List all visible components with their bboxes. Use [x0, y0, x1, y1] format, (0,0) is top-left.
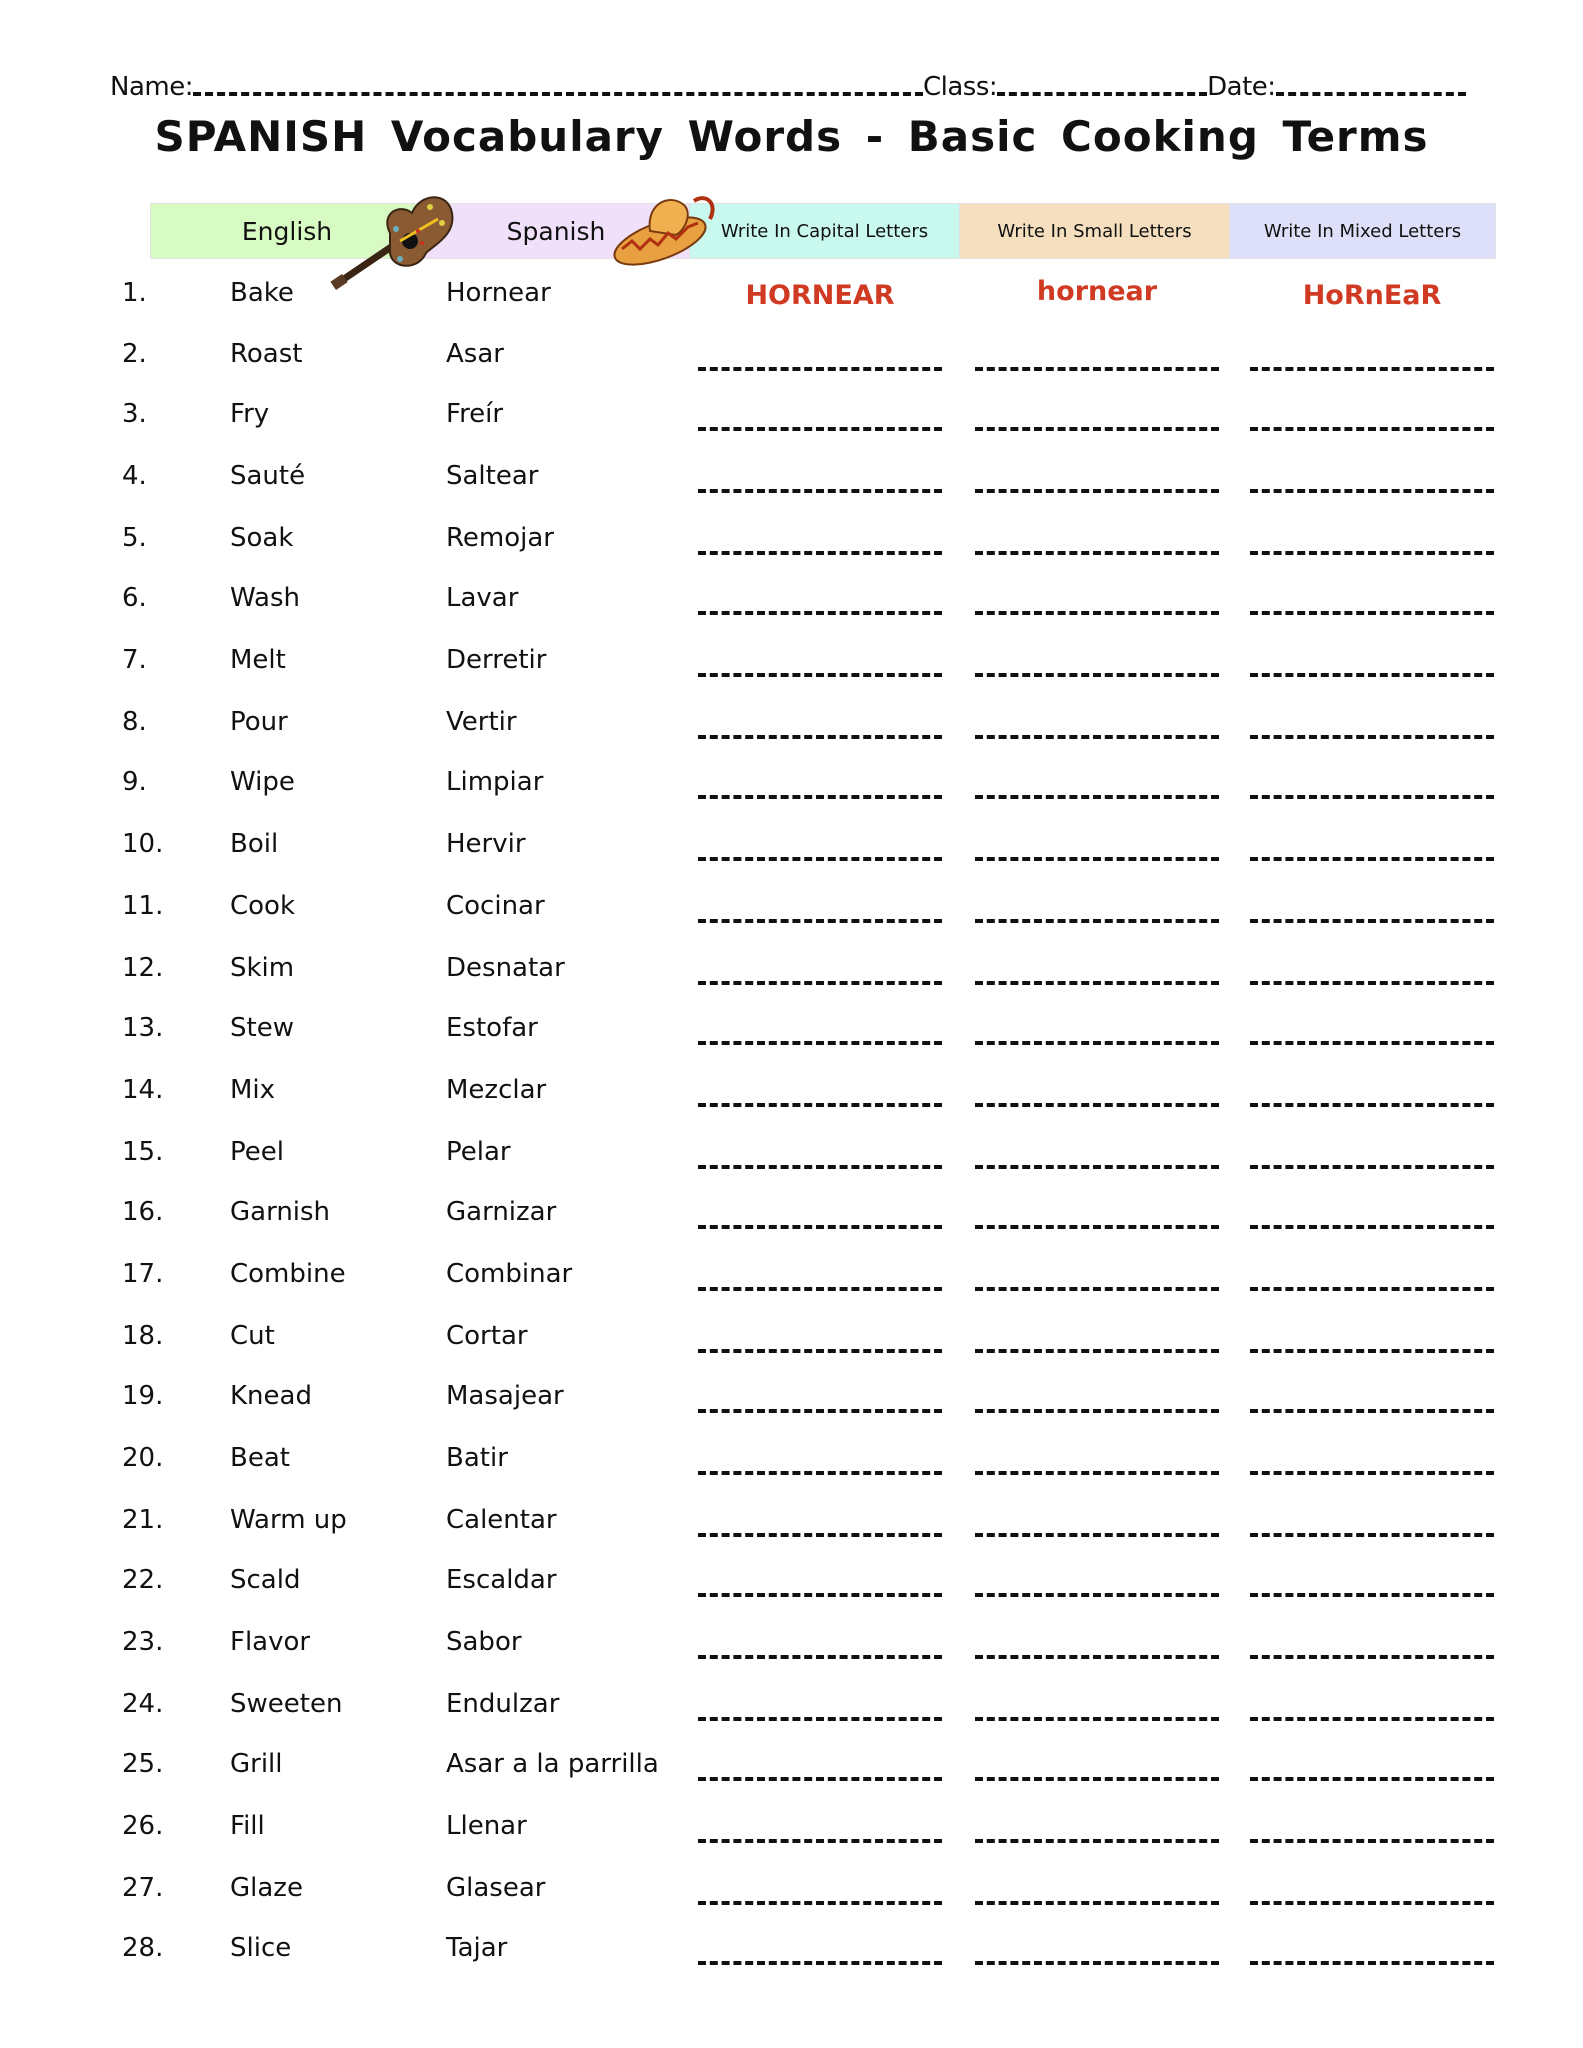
row-number: 10.	[122, 829, 164, 859]
spanish-word: Derretir	[446, 645, 547, 675]
table-row	[0, 523, 1583, 563]
class-field[interactable]	[997, 92, 1207, 96]
small-answer-blank[interactable]	[975, 1777, 1219, 1781]
row-number: 28.	[122, 1933, 164, 1963]
small-answer-blank[interactable]	[975, 1961, 1219, 1965]
capital-answer-blank[interactable]	[698, 1593, 942, 1597]
english-word: Flavor	[230, 1627, 311, 1657]
table-row	[0, 583, 1583, 623]
small-answer-blank[interactable]	[975, 1349, 1219, 1353]
capital-answer-blank[interactable]	[698, 611, 942, 615]
mixed-answer-blank[interactable]	[1250, 735, 1494, 739]
spanish-word: Garnizar	[446, 1197, 557, 1227]
table-row	[0, 399, 1583, 439]
row-number: 18.	[122, 1321, 164, 1351]
column-header-small: Write In Small Letters	[959, 204, 1229, 258]
english-word: Slice	[230, 1933, 292, 1963]
mixed-answer-blank[interactable]	[1250, 1349, 1494, 1353]
column-header-spanish: Spanish	[423, 204, 689, 258]
capital-answer-blank[interactable]	[698, 1287, 942, 1291]
capital-answer-blank[interactable]	[698, 551, 942, 555]
row-number: 1.	[122, 278, 147, 308]
sombrero-icon	[610, 183, 720, 268]
row-number: 14.	[122, 1075, 164, 1105]
small-answer-blank[interactable]	[975, 1225, 1219, 1229]
spanish-word: Endulzar	[446, 1689, 560, 1719]
table-row	[0, 953, 1583, 993]
capital-answer-blank[interactable]	[698, 489, 942, 493]
spanish-word: Calentar	[446, 1505, 557, 1535]
row-number: 24.	[122, 1689, 164, 1719]
guitar-icon	[330, 183, 470, 293]
mixed-answer-blank[interactable]	[1250, 1409, 1494, 1413]
row-number: 6.	[122, 583, 147, 613]
row-number: 2.	[122, 339, 147, 369]
small-answer-blank[interactable]	[975, 1901, 1219, 1905]
table-row	[0, 1443, 1583, 1483]
table-row	[0, 1811, 1583, 1851]
capital-answer-blank[interactable]	[698, 1839, 942, 1843]
table-row	[0, 339, 1583, 379]
english-word: Peel	[230, 1137, 284, 1167]
english-word: Bake	[230, 278, 294, 308]
english-word: Stew	[230, 1013, 294, 1043]
spanish-word: Sabor	[446, 1627, 522, 1657]
small-answer-blank[interactable]	[975, 1533, 1219, 1537]
date-field[interactable]	[1276, 92, 1466, 96]
name-label: Name:	[110, 72, 193, 102]
capital-answer-blank[interactable]	[698, 1349, 942, 1353]
capital-answer-blank[interactable]	[698, 857, 942, 861]
spanish-word: Llenar	[446, 1811, 527, 1841]
row-number: 13.	[122, 1013, 164, 1043]
table-row	[0, 1933, 1583, 1973]
small-answer-blank[interactable]	[975, 551, 1219, 555]
english-word: Knead	[230, 1381, 312, 1411]
table-row	[0, 1321, 1583, 1361]
english-word: Fry	[230, 399, 270, 429]
mixed-answer-blank[interactable]	[1250, 981, 1494, 985]
mixed-answer-blank[interactable]	[1250, 1041, 1494, 1045]
spanish-word: Cocinar	[446, 891, 545, 921]
table-row	[0, 1259, 1583, 1299]
capital-answer-blank[interactable]	[698, 1409, 942, 1413]
spanish-word: Tajar	[446, 1933, 508, 1963]
table-row	[0, 1689, 1583, 1729]
capital-answer-blank[interactable]	[698, 1165, 942, 1169]
mixed-answer-blank[interactable]	[1250, 857, 1494, 861]
student-info-line	[110, 62, 1490, 102]
capital-answer-blank[interactable]	[698, 1041, 942, 1045]
table-row	[0, 891, 1583, 931]
date-label: Date:	[1207, 72, 1276, 102]
english-word: Boil	[230, 829, 279, 859]
row-number: 17.	[122, 1259, 164, 1289]
table-row	[0, 1505, 1583, 1545]
row-number: 21.	[122, 1505, 164, 1535]
capital-answer-blank[interactable]	[698, 735, 942, 739]
mixed-answer-blank[interactable]	[1250, 1717, 1494, 1721]
english-word: Grill	[230, 1749, 283, 1779]
small-answer-blank[interactable]	[975, 1655, 1219, 1659]
english-word: Wipe	[230, 767, 295, 797]
capital-answer-blank[interactable]	[698, 1777, 942, 1781]
mixed-answer-blank[interactable]	[1250, 1655, 1494, 1659]
table-row	[0, 1565, 1583, 1605]
small-answer-blank[interactable]	[975, 1839, 1219, 1843]
mixed-answer-blank[interactable]	[1250, 427, 1494, 431]
english-word: Sweeten	[230, 1689, 343, 1719]
english-word: Pour	[230, 707, 288, 737]
table-row	[0, 767, 1583, 807]
row-number: 11.	[122, 891, 164, 921]
mixed-answer-blank[interactable]	[1250, 489, 1494, 493]
mixed-answer-blank[interactable]	[1250, 795, 1494, 799]
small-answer-blank[interactable]	[975, 1409, 1219, 1413]
small-answer-blank[interactable]	[975, 981, 1219, 985]
row-number: 15.	[122, 1137, 164, 1167]
mixed-answer-blank[interactable]	[1250, 1533, 1494, 1537]
spanish-word: Saltear	[446, 461, 539, 491]
capital-answer-blank[interactable]	[698, 367, 942, 371]
row-number: 4.	[122, 461, 147, 491]
small-answer-blank[interactable]	[975, 919, 1219, 923]
example-mixed: HoRnEaR	[1302, 280, 1442, 311]
row-number: 26.	[122, 1811, 164, 1841]
spanish-word: Glasear	[446, 1873, 546, 1903]
mixed-answer-blank[interactable]	[1250, 1471, 1494, 1475]
row-number: 16.	[122, 1197, 164, 1227]
english-word: Mix	[230, 1075, 276, 1105]
spanish-word: Escaldar	[446, 1565, 557, 1595]
capital-answer-blank[interactable]	[698, 673, 942, 677]
row-number: 22.	[122, 1565, 164, 1595]
spanish-word: Lavar	[446, 583, 519, 613]
english-word: Glaze	[230, 1873, 303, 1903]
table-row	[0, 645, 1583, 685]
small-answer-blank[interactable]	[975, 1287, 1219, 1291]
mixed-answer-blank[interactable]	[1250, 1225, 1494, 1229]
spanish-word: Asar a la parrilla	[446, 1749, 659, 1779]
english-word: Warm up	[230, 1505, 347, 1535]
english-word: Skim	[230, 953, 295, 983]
capital-answer-blank[interactable]	[698, 1655, 942, 1659]
table-row	[0, 1137, 1583, 1177]
small-answer-blank[interactable]	[975, 1041, 1219, 1045]
capital-answer-blank[interactable]	[698, 919, 942, 923]
spanish-word: Desnatar	[446, 953, 565, 983]
mixed-answer-blank[interactable]	[1250, 1839, 1494, 1843]
example-capital: HORNEAR	[745, 280, 895, 311]
mixed-answer-blank[interactable]	[1250, 611, 1494, 615]
mixed-answer-blank[interactable]	[1250, 1287, 1494, 1291]
spanish-word: Asar	[446, 339, 504, 369]
mixed-answer-blank[interactable]	[1250, 1593, 1494, 1597]
row-number: 20.	[122, 1443, 164, 1473]
table-row	[0, 1749, 1583, 1789]
table-row	[0, 707, 1583, 747]
small-answer-blank[interactable]	[975, 673, 1219, 677]
small-answer-blank[interactable]	[975, 1593, 1219, 1597]
spanish-word: Cortar	[446, 1321, 528, 1351]
mixed-answer-blank[interactable]	[1250, 1961, 1494, 1965]
capital-answer-blank[interactable]	[698, 795, 942, 799]
small-answer-blank[interactable]	[975, 795, 1219, 799]
capital-answer-blank[interactable]	[698, 1961, 942, 1965]
english-word: Fill	[230, 1811, 265, 1841]
small-answer-blank[interactable]	[975, 489, 1219, 493]
mixed-answer-blank[interactable]	[1250, 673, 1494, 677]
mixed-answer-blank[interactable]	[1250, 919, 1494, 923]
capital-answer-blank[interactable]	[698, 1901, 942, 1905]
small-answer-blank[interactable]	[975, 427, 1219, 431]
english-word: Sauté	[230, 461, 306, 491]
english-word: Wash	[230, 583, 301, 613]
column-header-capital: Write In Capital Letters	[689, 204, 959, 258]
small-answer-blank[interactable]	[975, 735, 1219, 739]
spanish-word: Combinar	[446, 1259, 573, 1289]
small-answer-blank[interactable]	[975, 1165, 1219, 1169]
spanish-word: Hornear	[446, 278, 551, 308]
class-label: Class:	[922, 72, 998, 102]
capital-answer-blank[interactable]	[698, 1533, 942, 1537]
mixed-answer-blank[interactable]	[1250, 1103, 1494, 1107]
small-answer-blank[interactable]	[975, 857, 1219, 861]
spanish-word: Estofar	[446, 1013, 538, 1043]
mixed-answer-blank[interactable]	[1250, 551, 1494, 555]
row-number: 3.	[122, 399, 147, 429]
english-word: Beat	[230, 1443, 290, 1473]
table-row	[0, 829, 1583, 869]
row-number: 25.	[122, 1749, 164, 1779]
english-word: Combine	[230, 1259, 346, 1289]
row-number: 7.	[122, 645, 147, 675]
english-word: Scald	[230, 1565, 301, 1595]
spanish-word: Pelar	[446, 1137, 511, 1167]
row-number: 9.	[122, 767, 147, 797]
spanish-word: Masajear	[446, 1381, 564, 1411]
spanish-word: Remojar	[446, 523, 554, 553]
table-row	[0, 1075, 1583, 1115]
column-header-mixed: Write In Mixed Letters	[1229, 204, 1495, 258]
capital-answer-blank[interactable]	[698, 1103, 942, 1107]
capital-answer-blank[interactable]	[698, 427, 942, 431]
table-row	[0, 461, 1583, 501]
spanish-word: Hervir	[446, 829, 526, 859]
spanish-word: Batir	[446, 1443, 508, 1473]
small-answer-blank[interactable]	[975, 367, 1219, 371]
row-number: 19.	[122, 1381, 164, 1411]
spanish-word: Vertir	[446, 707, 517, 737]
capital-answer-blank[interactable]	[698, 1717, 942, 1721]
table-row	[0, 1627, 1583, 1667]
english-word: Garnish	[230, 1197, 331, 1227]
column-header-english: English	[151, 204, 423, 258]
row-number: 8.	[122, 707, 147, 737]
table-row	[0, 1197, 1583, 1237]
english-word: Soak	[230, 523, 294, 553]
spanish-word: Mezclar	[446, 1075, 547, 1105]
table-row	[0, 278, 1583, 318]
row-number: 5.	[122, 523, 147, 553]
example-small: hornear	[1036, 276, 1158, 307]
english-word: Cook	[230, 891, 296, 921]
mixed-answer-blank[interactable]	[1250, 367, 1494, 371]
english-word: Cut	[230, 1321, 275, 1351]
small-answer-blank[interactable]	[975, 611, 1219, 615]
row-number: 23.	[122, 1627, 164, 1657]
english-word: Melt	[230, 645, 286, 675]
english-word: Roast	[230, 339, 303, 369]
table-row	[0, 1873, 1583, 1913]
spanish-word: Limpiar	[446, 767, 544, 797]
mixed-answer-blank[interactable]	[1250, 1901, 1494, 1905]
capital-answer-blank[interactable]	[698, 1225, 942, 1229]
mixed-answer-blank[interactable]	[1250, 1777, 1494, 1781]
spanish-word: Freír	[446, 399, 504, 429]
mixed-answer-blank[interactable]	[1250, 1165, 1494, 1169]
small-answer-blank[interactable]	[975, 1717, 1219, 1721]
row-number: 12.	[122, 953, 164, 983]
page-title: SPANISH Vocabulary Words - Basic Cooking Terms	[154, 112, 1429, 161]
name-field[interactable]	[193, 92, 923, 96]
table-row	[0, 1013, 1583, 1053]
small-answer-blank[interactable]	[975, 1103, 1219, 1107]
small-answer-blank[interactable]	[975, 1471, 1219, 1475]
table-row	[0, 1381, 1583, 1421]
row-number: 27.	[122, 1873, 164, 1903]
capital-answer-blank[interactable]	[698, 981, 942, 985]
capital-answer-blank[interactable]	[698, 1471, 942, 1475]
